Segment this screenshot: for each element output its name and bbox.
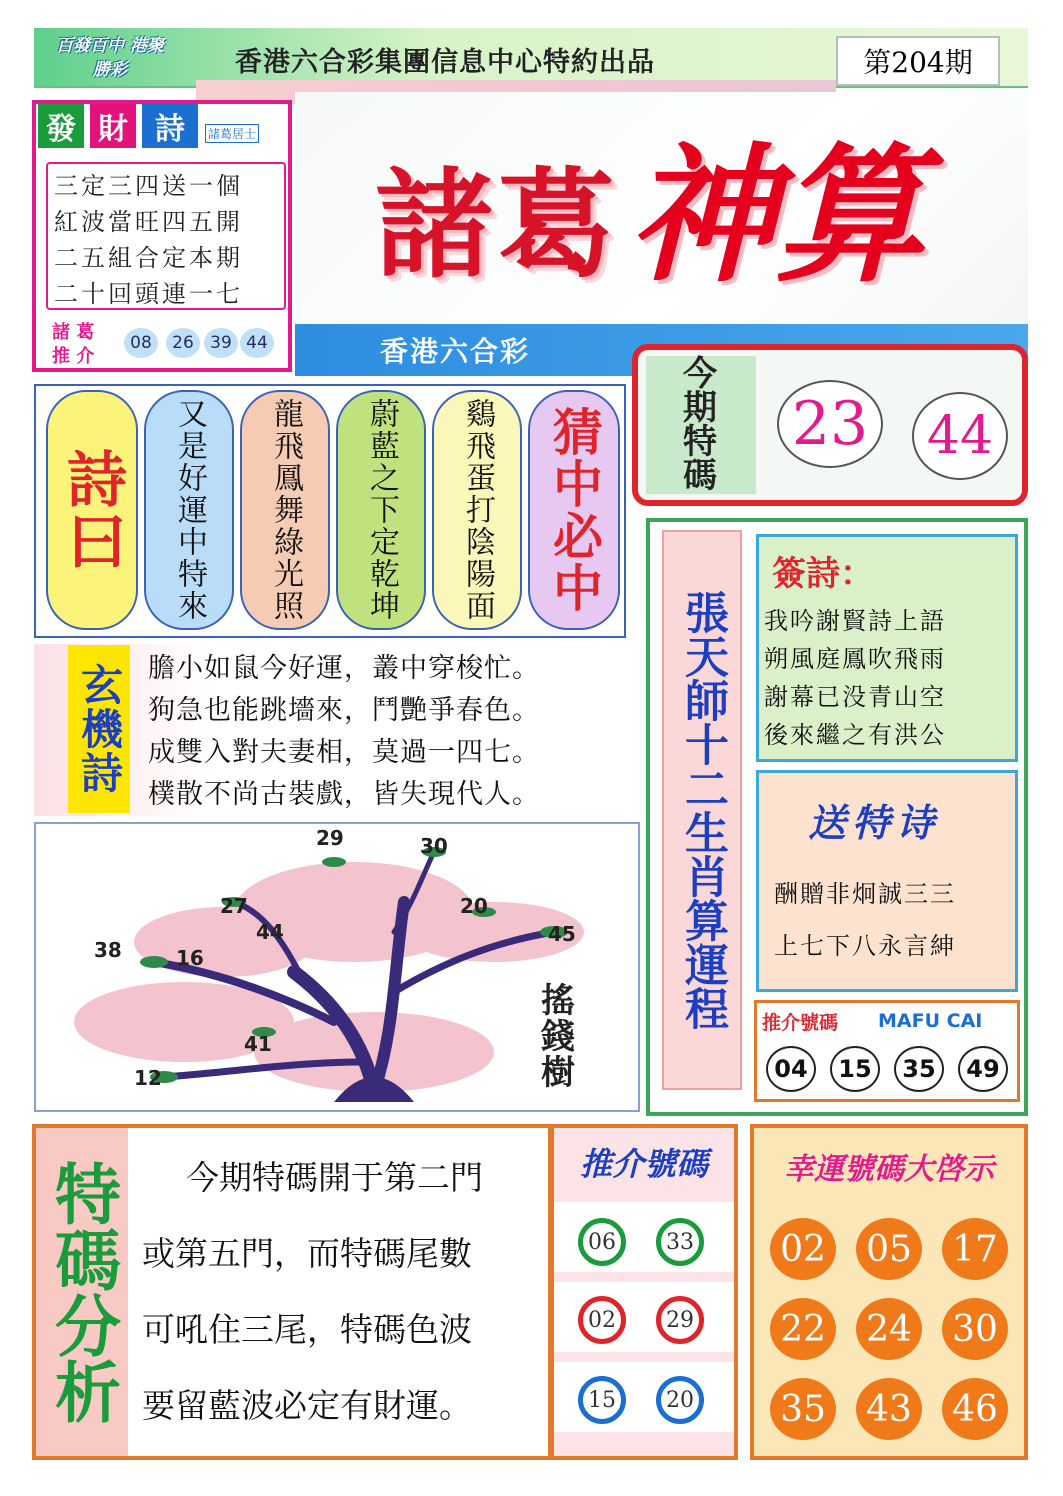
mafu-label: 推介號碼 <box>762 1012 839 1034</box>
rec-ball-green: 06 <box>578 1218 626 1266</box>
tree-number: 30 <box>420 834 448 858</box>
sign-line: 後來繼之有洪公 <box>764 721 946 749</box>
sign-line: 謝幕已没青山空 <box>764 683 946 711</box>
zodiac-title: 張天師十二生肖算運程 <box>662 530 742 1090</box>
mystery-poem-label: 玄機詩 <box>68 645 130 813</box>
fortune-number: 44 <box>240 328 274 358</box>
lucky-title: 幸運號碼大啓示 <box>784 1152 994 1187</box>
analysis-line: 要留藍波必定有財運。 <box>142 1386 472 1425</box>
lucky-ball: 22 <box>770 1298 836 1360</box>
mafu-number: 04 <box>766 1046 816 1092</box>
lucky-ball: 24 <box>856 1298 922 1360</box>
sign-poem-lines <box>764 602 1014 754</box>
poem-col: 又是好運中特來 <box>144 390 234 630</box>
fortune-line: 二十回頭連一七 <box>54 280 243 308</box>
gift-poem-lines <box>774 868 1014 972</box>
logo: 百發百中 港聚勝彩 <box>56 36 164 80</box>
tree-number: 44 <box>256 920 284 944</box>
mafu-brand: MAFU CAI <box>878 1010 983 1032</box>
tree-blossoms <box>74 862 584 1092</box>
mystery-poem-lines <box>148 648 628 816</box>
fortune-line: 二五組合定本期 <box>54 244 243 272</box>
lucky-ball: 35 <box>770 1378 836 1440</box>
tree-number: 45 <box>548 922 576 946</box>
analysis-lines <box>142 1140 548 1444</box>
fortune-author: 諸葛居士 <box>205 124 259 143</box>
analysis-label: 特碼分析 <box>36 1128 128 1456</box>
fortune-tag-3: 詩 <box>142 104 198 148</box>
lucky-ball: 05 <box>856 1218 922 1280</box>
rec-ball-blue: 20 <box>656 1376 704 1424</box>
mafu-number: 15 <box>830 1046 880 1092</box>
fortune-tag-1: 發 <box>38 104 84 148</box>
main-title-part1: 諸葛 <box>375 156 620 294</box>
gift-poem-title: 送特诗 <box>808 801 941 845</box>
tree-number: 41 <box>244 1032 272 1056</box>
fortune-number: 08 <box>124 328 158 358</box>
rec-ball-red: 02 <box>578 1296 626 1344</box>
tree-number: 38 <box>94 938 122 962</box>
fortune-rec-label-top: 諸 葛 <box>52 322 95 343</box>
special-code-number-1: 23 <box>777 380 883 468</box>
gift-line: 上七下八永言紳 <box>774 932 956 960</box>
gift-line: 酬贈非炯誠三三 <box>774 880 956 908</box>
fortune-lines <box>46 162 286 310</box>
mystery-line: 膽小如鼠今好運，叢中穿梭忙。 <box>148 653 540 684</box>
lucky-ball: 02 <box>770 1218 836 1280</box>
tree-number: 29 <box>316 826 344 850</box>
lucky-ball: 17 <box>942 1218 1008 1280</box>
poem-col: 龍飛鳳舞綠光照 <box>240 390 330 630</box>
tree-number: 16 <box>176 946 204 970</box>
tree-number: 27 <box>220 894 248 918</box>
fortune-number: 39 <box>204 328 238 358</box>
analysis-line: 今期特碼開于第二門 <box>186 1158 483 1197</box>
header-title: 香港六合彩集團信息中心特約出品 <box>235 47 655 78</box>
analysis-line: 或第五門，而特碼尾數 <box>142 1234 472 1273</box>
poem-col-title: 詩曰 <box>46 390 138 630</box>
fortune-tag-2: 財 <box>90 104 136 148</box>
mafu-number: 35 <box>894 1046 944 1092</box>
fortune-line: 紅波當旺四五開 <box>54 208 243 236</box>
tree-label: 搖錢樹 <box>534 982 575 1090</box>
fortune-rec-label-bottom: 推 介 <box>52 346 95 367</box>
sign-poem-title: 簽詩： <box>772 554 874 594</box>
mystery-line: 成雙入對夫妻相，莫過一四七。 <box>148 737 540 768</box>
special-code-number-2: 44 <box>912 392 1008 480</box>
rec-ball-blue: 15 <box>578 1376 626 1424</box>
poem-col-guess: 猜中必中 <box>528 390 620 630</box>
issue-number: 第204期 <box>836 36 1000 86</box>
rec-ball-red: 29 <box>656 1296 704 1344</box>
fortune-number: 26 <box>166 328 200 358</box>
mystery-line: 樸散不尚古裝戲，皆失現代人。 <box>148 779 540 810</box>
tree-number: 12 <box>134 1066 162 1090</box>
rec-title: 推介號碼 <box>579 1145 708 1183</box>
fortune-line: 三定三四送一個 <box>54 172 243 200</box>
lucky-ball: 30 <box>942 1298 1008 1360</box>
sign-line: 我吟謝賢詩上語 <box>764 607 946 635</box>
sign-line: 朔風庭鳳吹飛雨 <box>764 645 946 673</box>
mystery-line: 狗急也能跳墻來，鬥艷爭春色。 <box>148 695 540 726</box>
main-title-part2: 神算 <box>628 130 924 302</box>
rec-ball-green: 33 <box>656 1218 704 1266</box>
poem-col: 鷄飛蛋打陰陽面 <box>432 390 522 630</box>
lucky-ball: 46 <box>942 1378 1008 1440</box>
mafu-number: 49 <box>958 1046 1008 1092</box>
poem-col: 蔚藍之下定乾坤 <box>336 390 426 630</box>
banner-label: 香港六合彩 <box>379 335 530 368</box>
special-code-label: 今期特碼 <box>646 356 756 494</box>
lucky-ball: 43 <box>856 1378 922 1440</box>
tree-number: 20 <box>460 894 488 918</box>
analysis-line: 可吼住三尾，特碼色波 <box>142 1310 472 1349</box>
